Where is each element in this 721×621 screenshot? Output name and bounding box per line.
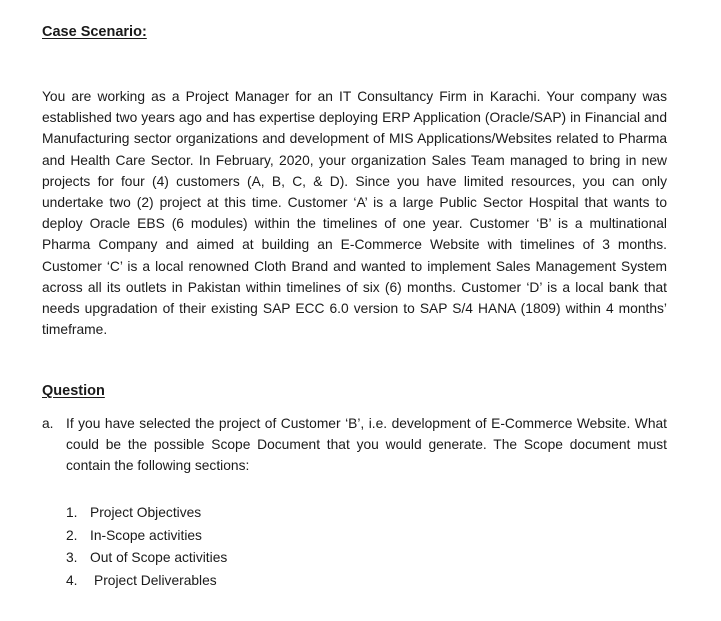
list-item-label: Project Objectives — [90, 505, 202, 520]
question-marker: a. — [42, 416, 54, 431]
list-item-label: Project Deliverables — [94, 572, 217, 588]
list-item — [66, 525, 227, 548]
list-item-number: 2. — [66, 527, 78, 543]
list-item-label: In-Scope activities — [90, 527, 202, 543]
scope-sections-list — [66, 502, 227, 592]
list-item — [66, 547, 227, 570]
question-item — [42, 413, 667, 477]
case-scenario-text: You are working as a Project Manager for an IT Consultancy Firm in Karachi. Your company was established two years ago and has expertise deploying ERP Application (Oracle/SAP) in Financial and Manufacturing sector organizations and development of MIS Applications/Websites related to Pharma and Health Care Sector. In February, 2020, your organization Sales Team managed to bring in new projects for four (4) customers (A, B, C, & D). Since you have limited resources, you can only undertake two (2) project at this time. Customer ‘A’ is a large Public Sector Hospital that wants to deploy Oracle EBS (6 modules) within the timelines of one year. Customer ‘B’ is a multinational Pharma Company and aimed at building an E-Commerce Website with timelines of 3 months. Customer ‘C’ is a local renowned Cloth Brand and wanted to implement Sales Management System across all its outlets in Pakistan within timelines of six (6) months. Customer ‘D’ is a local bank that needs upgradation of their existing SAP ECC 6.0 version to SAP S/4 HANA (1809) within 4 months’ timeframe. — [42, 89, 667, 338]
list-item-number: 4. — [66, 572, 78, 588]
list-item — [66, 570, 227, 593]
question-heading: Question — [42, 383, 105, 399]
list-item — [66, 502, 227, 525]
list-item-number: 3. — [66, 550, 78, 566]
list-item-label: Out of Scope activities — [90, 550, 228, 566]
question-text: If you have selected the project of Customer ‘B’, i.e. development of E-Commerce Website. What could be the possible Scope Document that you would generate. The Scope document must contain the following sections: — [66, 416, 667, 474]
list-item-number: 1. — [66, 505, 78, 520]
case-scenario-heading: Case Scenario: — [42, 24, 147, 40]
